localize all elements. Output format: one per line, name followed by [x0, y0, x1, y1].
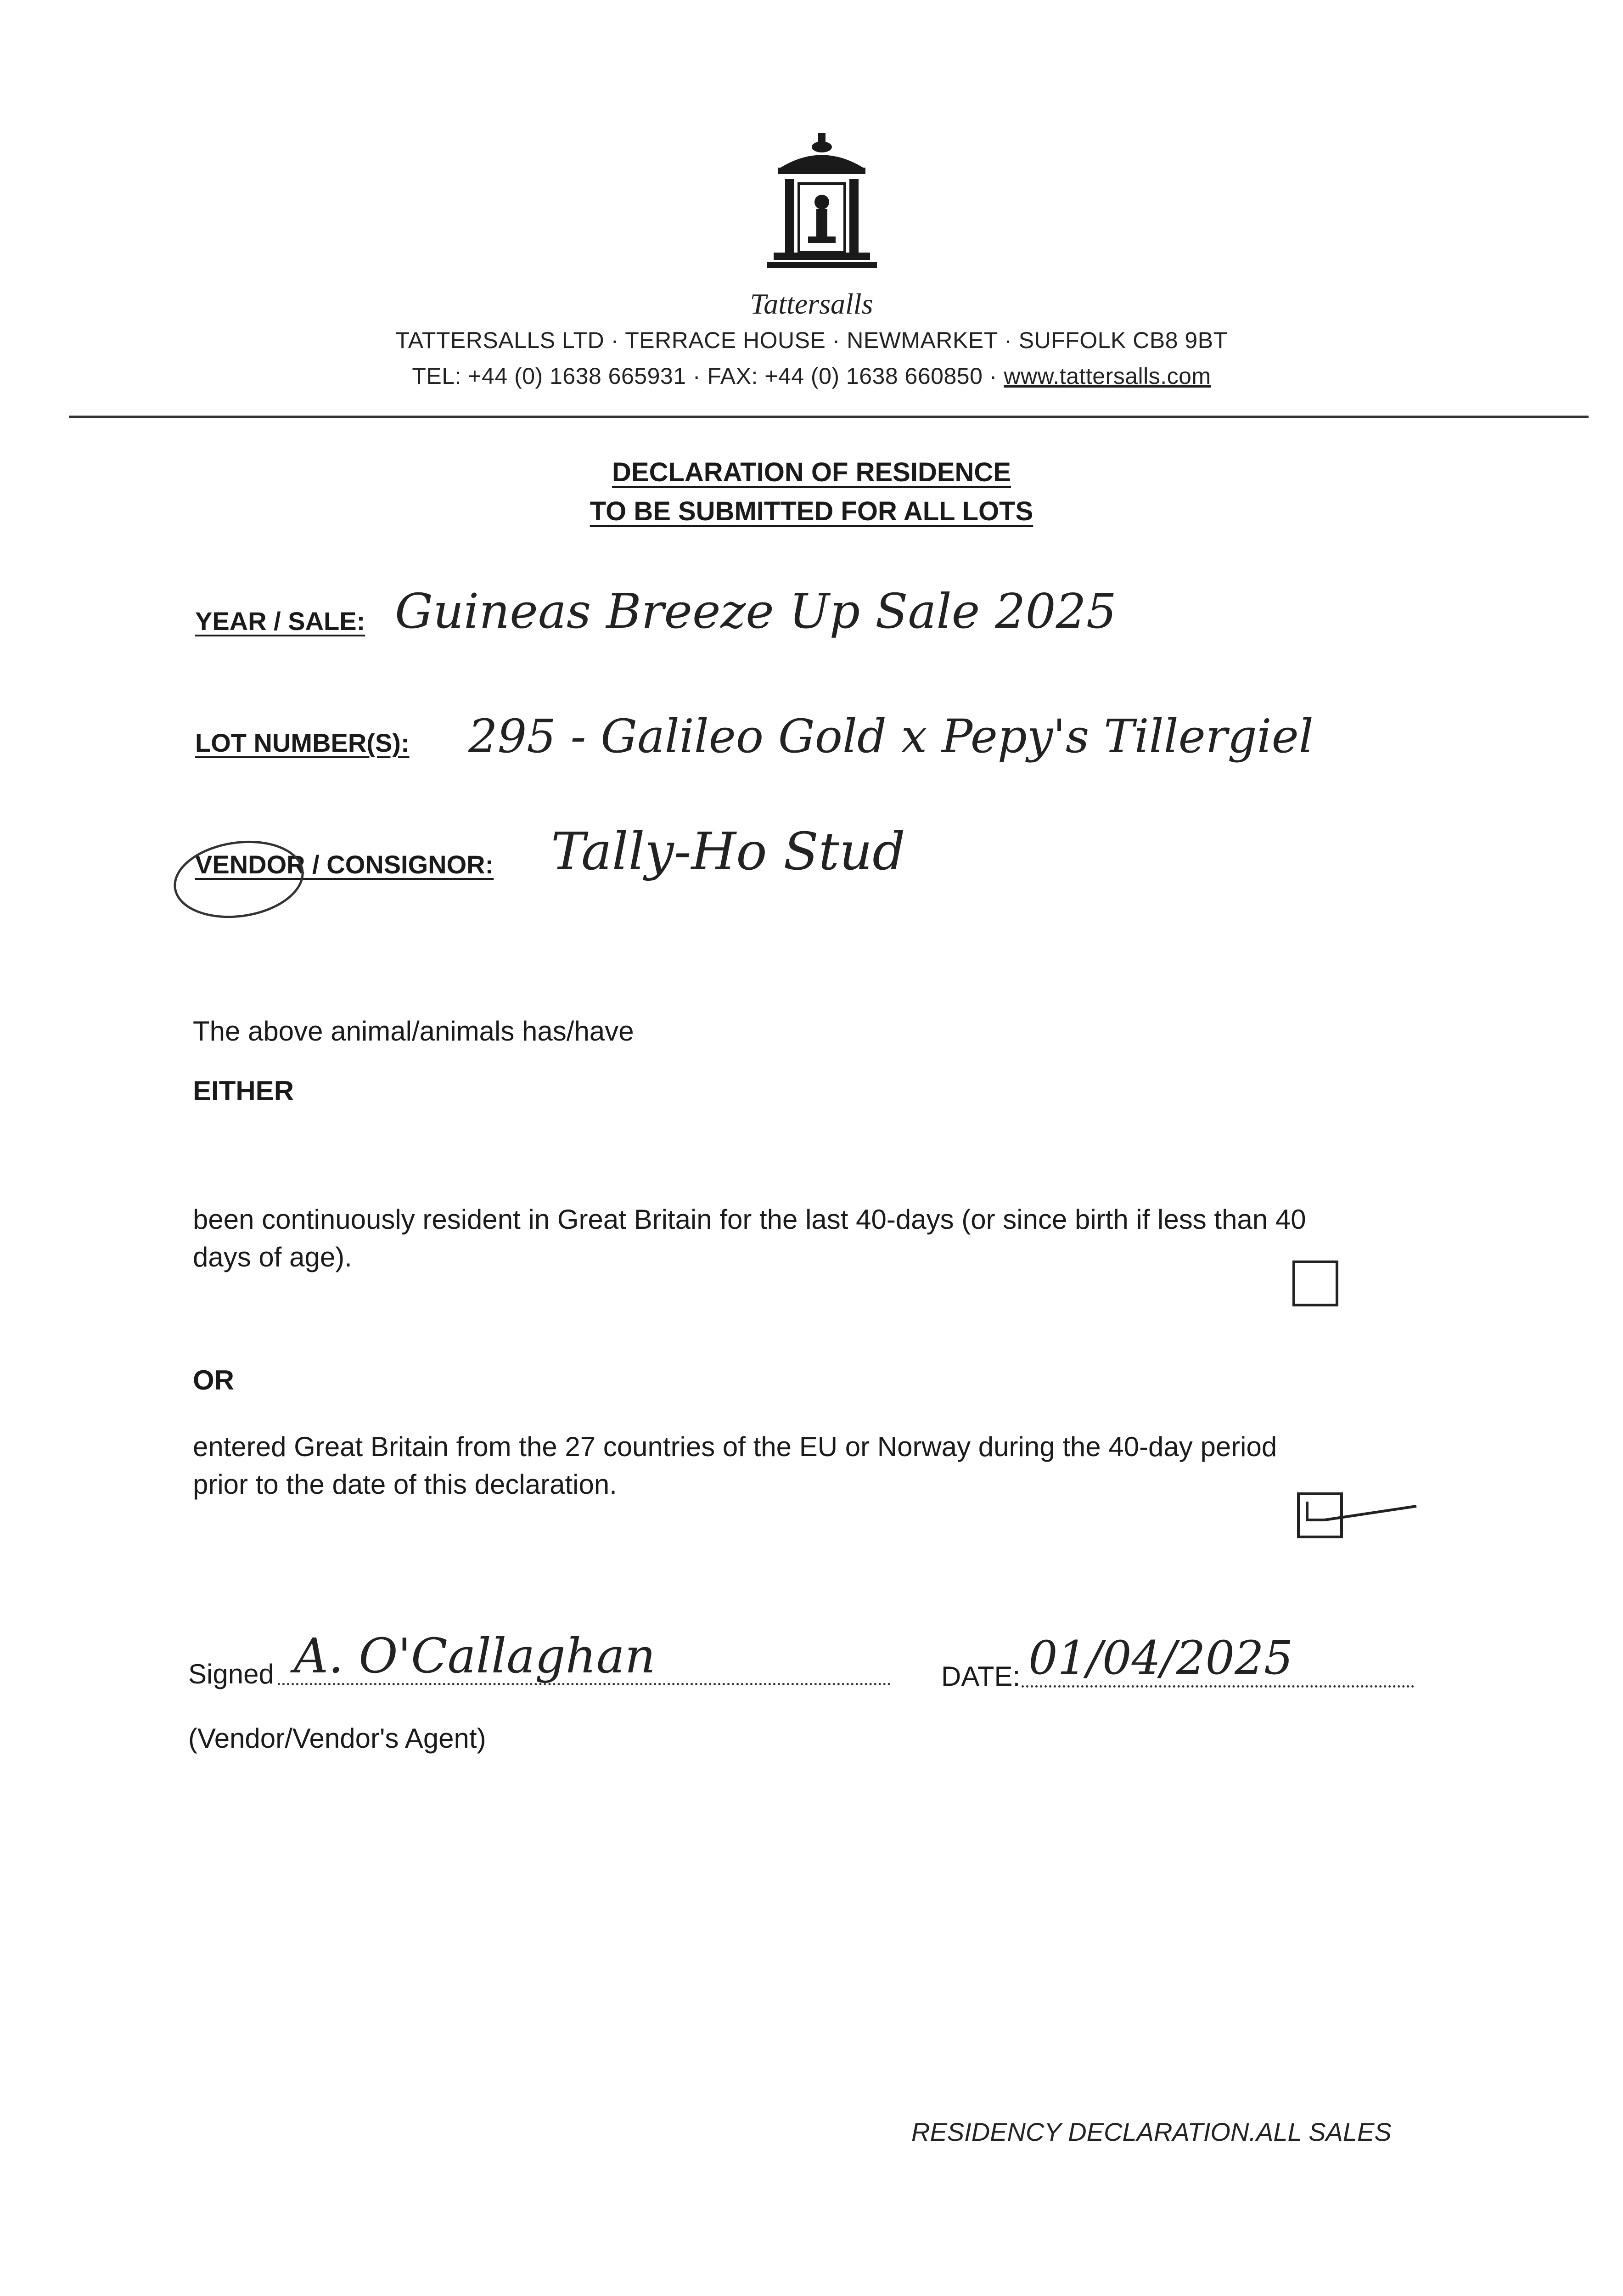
date-value[interactable]: 01/04/2025: [1028, 1631, 1293, 1685]
year-sale-label: YEAR / SALE:: [195, 607, 365, 636]
option1-checkbox[interactable]: [1292, 1261, 1338, 1306]
company-address: TATTERSALLS LTD · TERRACE HOUSE · NEWMARKET · SUFFOLK CB8 9BT: [395, 327, 1228, 353]
signature-value[interactable]: A. O'Callaghan: [294, 1628, 656, 1684]
date-row: [941, 1631, 1414, 1695]
company-contact: [0, 363, 1623, 389]
circled-vendor-mark: [170, 836, 308, 923]
brand-name: Tattersalls: [750, 287, 873, 320]
footer-form-name: RESIDENCY DECLARATION.ALL SALES: [911, 2117, 1392, 2146]
contact-numbers: TEL: +44 (0) 1638 665931 · FAX: +44 (0) 1638 660850 ·: [412, 363, 1004, 389]
date-dotted-line: [1022, 1685, 1414, 1688]
or-label: OR: [193, 1365, 234, 1396]
vendor-consignor-label: VENDOR / CONSIGNOR:: [195, 850, 494, 879]
lot-number-value[interactable]: 295 - Galileo Gold x Pepy's Tillergiel: [468, 709, 1314, 763]
signed-label: Signed: [188, 1659, 274, 1689]
header-divider: [69, 416, 1589, 418]
option1-text-line1: been continuously resident in Great Britain for the last 40-days (or since birth if less than 40: [193, 1204, 1306, 1235]
vendor-consignor-value[interactable]: Tally-Ho Stud: [551, 822, 905, 882]
option2-text-line2: prior to the date of this declaration.: [193, 1469, 617, 1500]
form-title: DECLARATION OF RESIDENCE: [612, 457, 1011, 487]
option1-text-line2: days of age).: [193, 1242, 352, 1272]
either-label: EITHER: [193, 1075, 294, 1106]
signed-row: [188, 1628, 891, 1693]
website-link[interactable]: www.tattersalls.com: [1004, 363, 1211, 389]
option2-text-line1: entered Great Britain from the 27 countries of the EU or Norway during the 40-day period: [193, 1431, 1277, 1462]
intro-text: The above animal/animals has/have: [193, 1016, 634, 1047]
option2-checkbox[interactable]: [1297, 1492, 1343, 1538]
tattersalls-logo: [753, 133, 891, 285]
checkmark-icon: [1297, 1492, 1389, 1538]
form-subtitle: TO BE SUBMITTED FOR ALL LOTS: [590, 496, 1033, 526]
date-label: DATE:: [941, 1661, 1021, 1692]
year-sale-value[interactable]: Guineas Breeze Up Sale 2025: [395, 583, 1117, 639]
signer-role: (Vendor/Vendor's Agent): [188, 1723, 486, 1754]
lot-number-label: LOT NUMBER(S):: [195, 728, 410, 757]
